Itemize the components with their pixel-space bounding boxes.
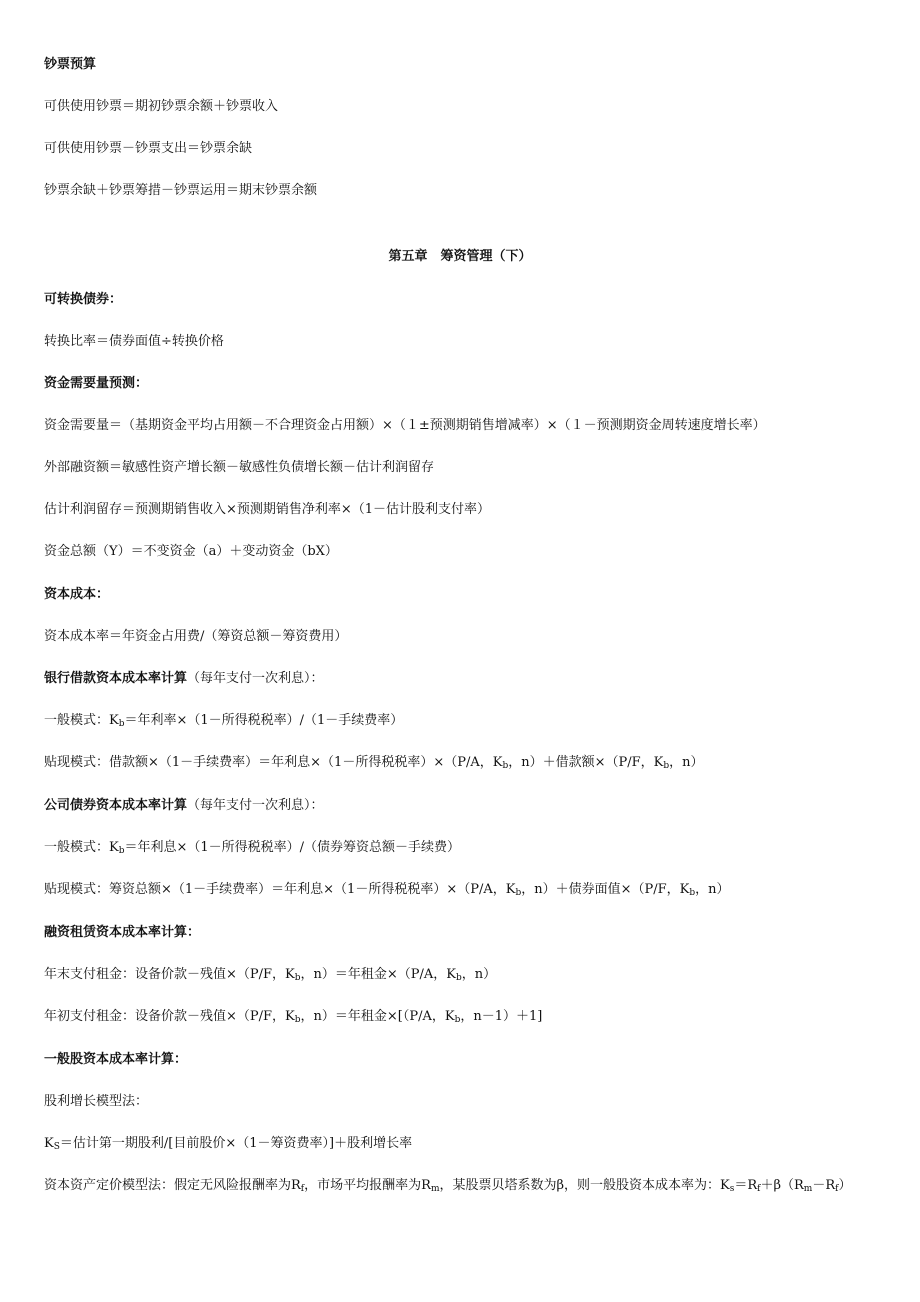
text: 一般模式：K — [44, 840, 119, 855]
heading-lease: 融资租赁资本成本率计算： — [44, 925, 201, 940]
subscript: b — [454, 1015, 461, 1025]
heading-bold-text: 公司债券资本成本率计算 — [44, 798, 188, 813]
formula-line: 外部融资额＝敏感性资产增长额－敏感性负债增长额－估计利润留存 — [44, 460, 435, 475]
text: ＋β（R — [760, 1178, 804, 1193]
heading-corporate-bond — [44, 797, 876, 815]
formula-line: 资金需要量＝（基期资金平均占用额－不合理资金占用额）×（１±预测期销售增减率）×（１－预测期资金周转速度增长率） — [44, 418, 766, 433]
text: ，n）＝年租金×（P/A，K — [300, 967, 457, 982]
text: ＝R — [734, 1178, 758, 1193]
text: ，n） — [669, 755, 704, 770]
formula-line: 可供使用钞票＝期初钞票余额＋钞票收入 — [44, 99, 279, 114]
text: ，n） — [461, 967, 497, 982]
formula-line: 钞票余缺＋钞票筹措－钞票运用＝期末钞票余额 — [44, 183, 318, 198]
text: 一般模式：K — [44, 713, 119, 728]
text: 年初支付租金：设备价款－残值×（P/F，K — [44, 1009, 295, 1024]
heading-equity: 一般股资本成本率计算： — [44, 1052, 188, 1067]
heading-note: （每年支付一次利息）： — [187, 671, 324, 686]
subscript: b — [118, 719, 125, 729]
text: ，n） — [695, 882, 730, 897]
subscript: b — [515, 888, 522, 898]
text: 贴现模式：借款额×（1－手续费率）＝年利息×（1－所得税税率）×（P/A，K — [44, 755, 503, 770]
formula-line — [44, 712, 876, 730]
text: K — [44, 1136, 54, 1151]
formula-paragraph — [44, 1165, 876, 1207]
formula-line — [44, 754, 876, 772]
formula-line: 估计利润留存＝预测期销售收入×预测期销售净利率×（1－估计股利支付率） — [44, 502, 491, 517]
subscript: m — [430, 1184, 440, 1194]
subscript: b — [456, 973, 462, 983]
heading-cash-budget: 钞票预算 — [44, 57, 97, 72]
heading-convertible-bond: 可转换债券： — [44, 292, 123, 307]
subscript: f — [757, 1184, 761, 1194]
subscript: b — [502, 761, 509, 771]
subscript: b — [294, 973, 301, 983]
chapter-title: 第五章 筹资管理（下） — [388, 249, 532, 264]
subscript: b — [663, 761, 670, 771]
heading-bold-text: 银行借款资本成本率计算 — [44, 671, 188, 686]
subscript: b — [294, 1015, 301, 1025]
text: ） — [838, 1178, 852, 1193]
text: 资本资产定价模型法：假定无风险报酬率为R — [44, 1178, 301, 1193]
subscript: s — [729, 1184, 735, 1194]
formula-line: 股利增长模型法： — [44, 1094, 149, 1109]
subscript: b — [689, 888, 696, 898]
text: ，n－1）＋1] — [460, 1009, 543, 1024]
subscript: S — [53, 1142, 60, 1152]
text: ，n）＋债券面值×（P/F，K — [521, 882, 690, 897]
subscript: b — [118, 846, 125, 856]
heading-capital-cost: 资本成本： — [44, 587, 110, 602]
subscript: m — [803, 1184, 813, 1194]
formula-line: 转换比率＝债券面值÷转换价格 — [44, 334, 224, 349]
text: ，某股票贝塔系数为β，则一般股资本成本率为：K — [439, 1178, 730, 1193]
formula-line — [44, 839, 876, 857]
text: ，n）＝年租金×[（P/A，K — [300, 1009, 455, 1024]
heading-note: （每年支付一次利息）： — [187, 798, 324, 813]
text: 贴现模式：筹资总额×（1－手续费率）＝年利息×（1－所得税税率）×（P/A，K — [44, 882, 516, 897]
formula-line — [44, 966, 876, 984]
subscript: f — [835, 1184, 839, 1194]
text: 年末支付租金：设备价款－残值×（P/F，K — [44, 967, 295, 982]
formula-line: 资本成本率＝年资金占用费/（筹资总额－筹资费用） — [44, 629, 348, 644]
text: ，n）＋借款额×（P/F，K — [508, 755, 664, 770]
formula-line — [44, 1135, 876, 1153]
text: ＝年利率×（1－所得税税率）/（1－手续费率） — [124, 713, 404, 728]
subscript: f — [300, 1184, 305, 1194]
text: ＝年利息×（1－所得税税率）/（债券筹资总额－手续费） — [124, 840, 461, 855]
text: ，市场平均报酬率为R — [304, 1178, 431, 1193]
formula-line — [44, 881, 876, 899]
heading-capital-need: 资金需要量预测： — [44, 376, 149, 391]
heading-bank-loan — [44, 670, 876, 688]
formula-line: 可供使用钞票－钞票支出＝钞票余缺 — [44, 141, 253, 156]
text: ＝估计第一期股利/[目前股价×（1－筹资费率）]＋股利增长率 — [59, 1136, 413, 1151]
text: －R — [812, 1178, 836, 1193]
formula-line: 资金总额（Y）＝不变资金（a）＋变动资金（bX） — [44, 544, 338, 559]
formula-line — [44, 1008, 876, 1026]
